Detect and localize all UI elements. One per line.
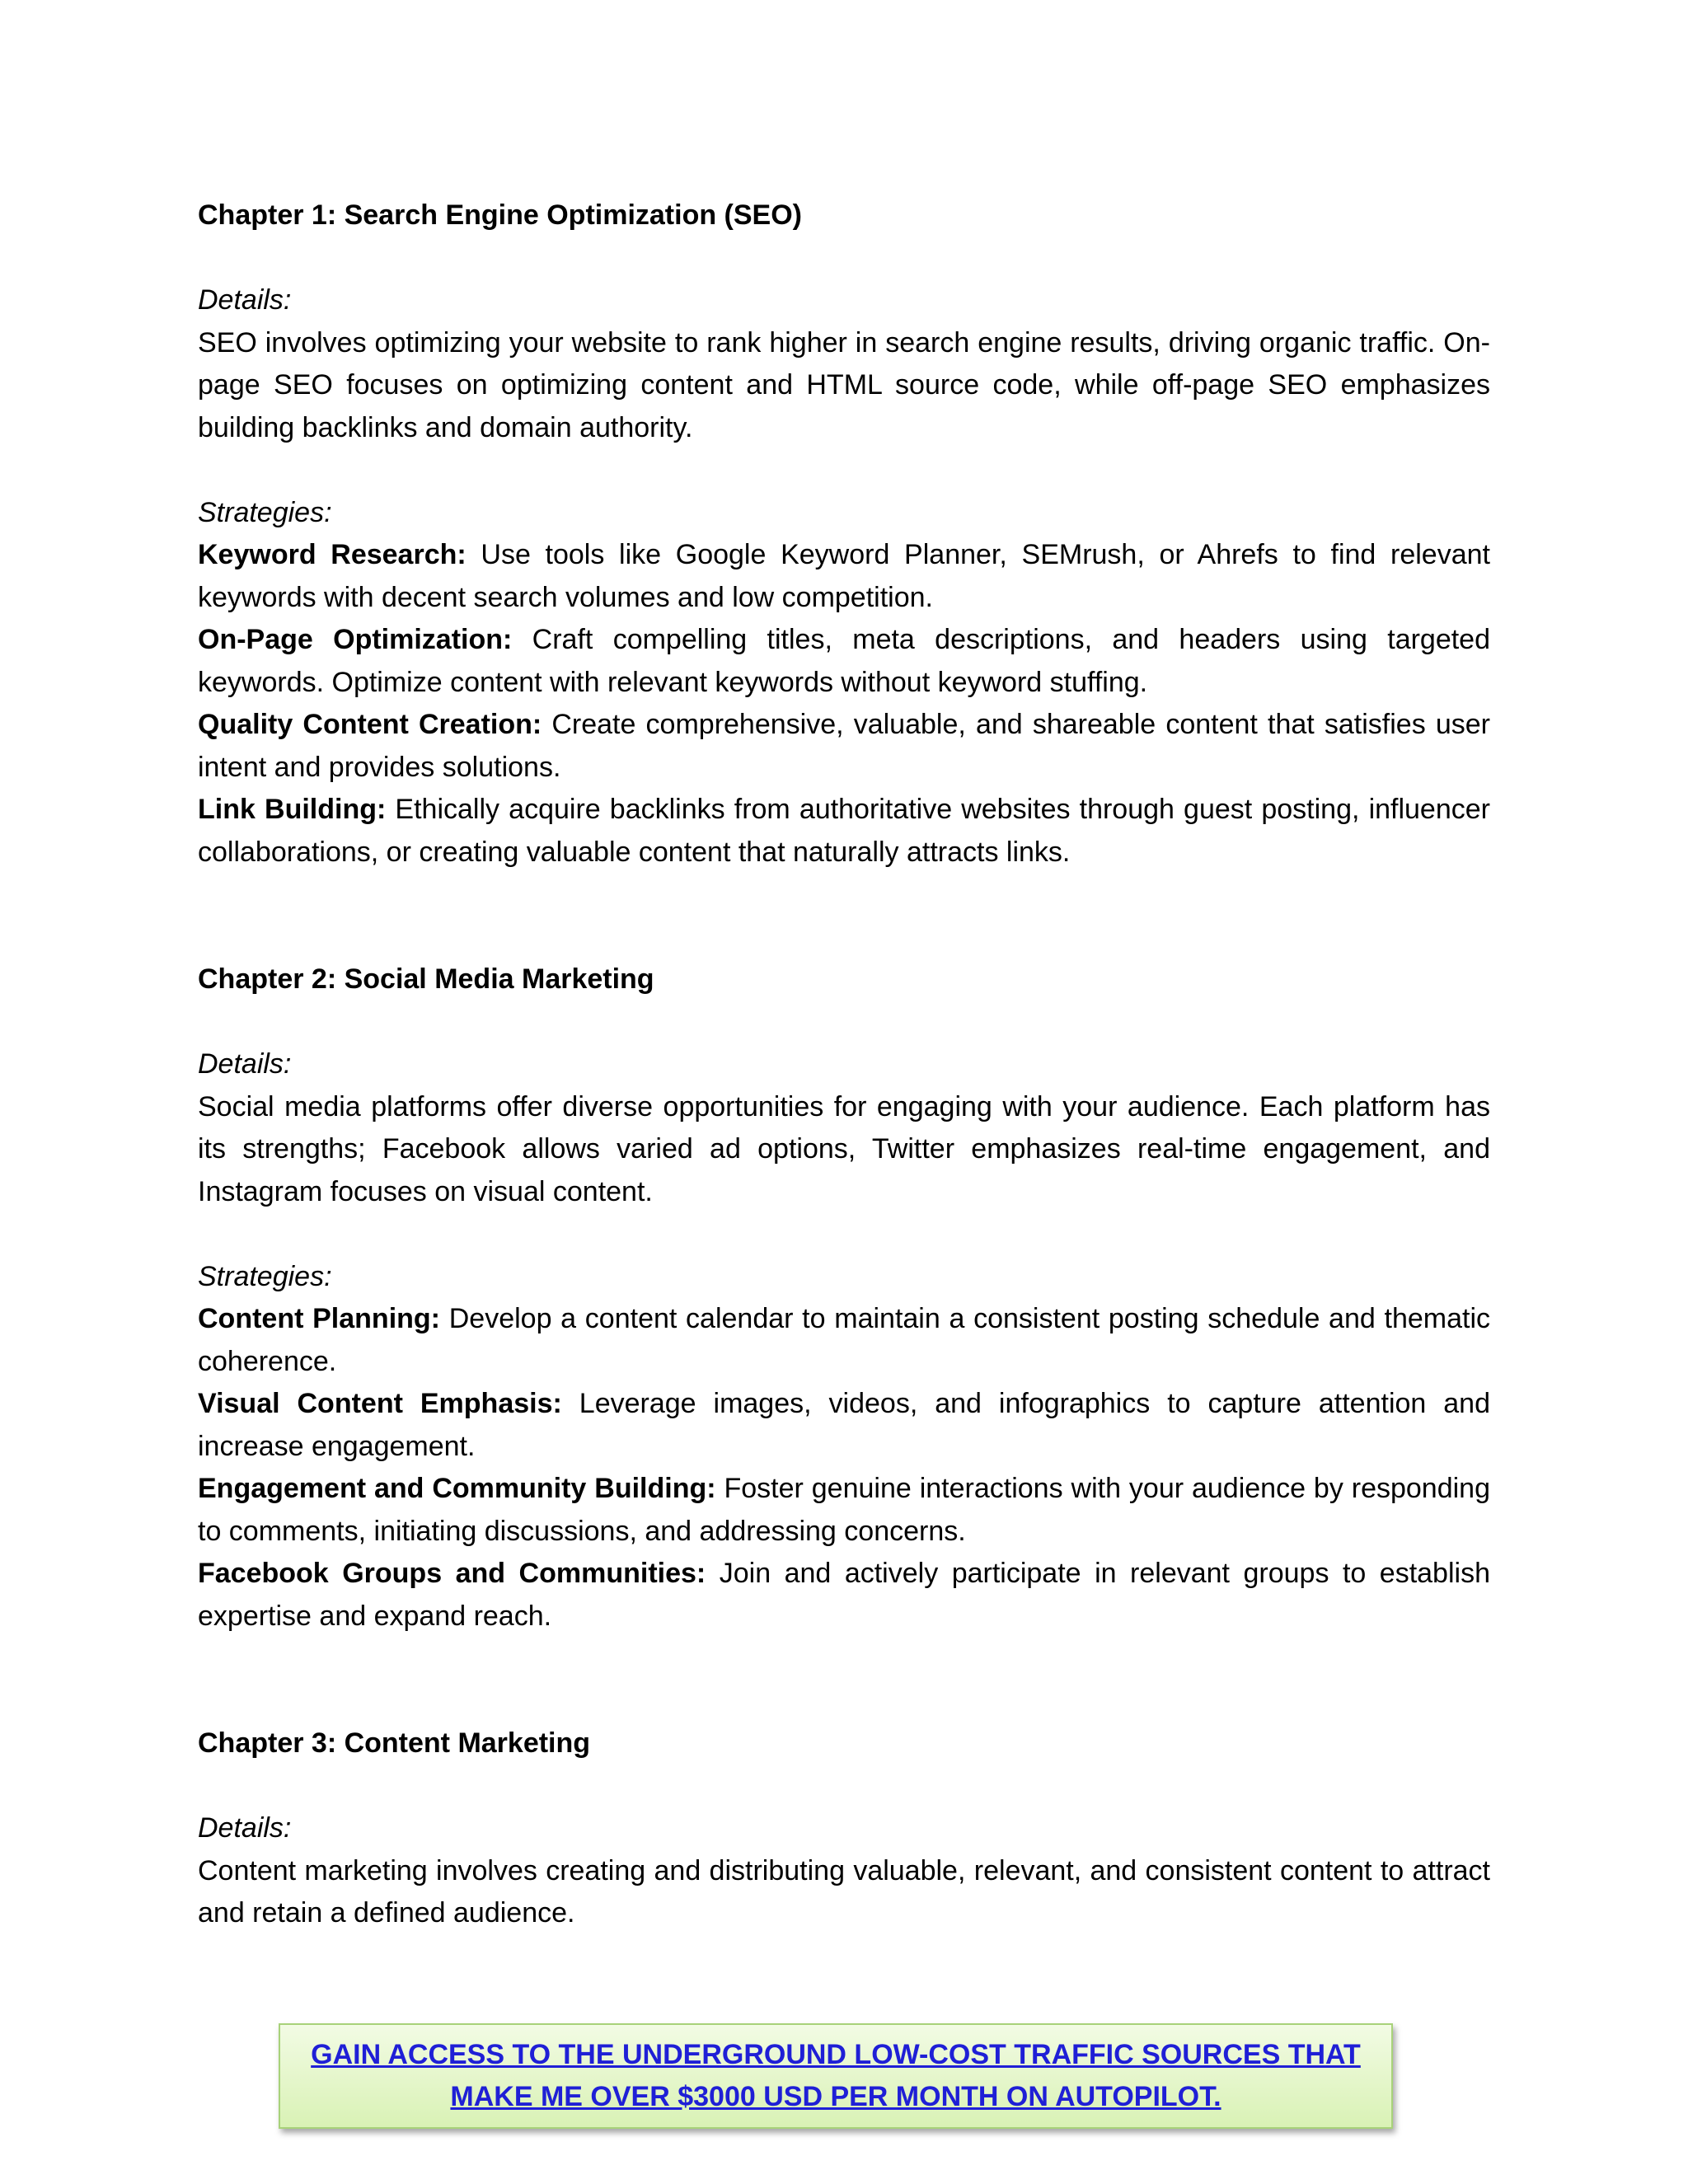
strategy-term: Visual Content Emphasis: — [198, 1388, 562, 1419]
strategy-text: Foster genuine interactions with your audience by responding to comments, initiating discussions, and addressing concerns. — [198, 1473, 1490, 1547]
strategy-text: Leverage images, videos, and infographics to capture attention and increase engagement. — [198, 1388, 1490, 1462]
chapter-3 — [198, 1722, 1490, 1935]
strategy-text: Craft compelling titles, meta descriptions, and headers using targeted keywords. Optimize content with relevant keywords without keyword stuffing. — [198, 624, 1491, 698]
strategy-text: Use tools like Google Keyword Planner, SEMrush, or Ahrefs to find relevant keywords with decent search volumes and low competition. — [198, 539, 1490, 613]
details-label: Details: — [198, 1048, 292, 1080]
details-label: Details: — [198, 1812, 292, 1844]
strategy-text: Ethically acquire backlinks from authoritative websites through guest posting, influencer collaborations, or creating valuable content that naturally attracts links. — [198, 794, 1490, 868]
details-paragraph: SEO involves optimizing your website to rank higher in search engine results, driving organic traffic. On-page SEO focuses on optimizing content and HTML source code, while off-page SEO emphasizes building backlinks and domain authority. — [198, 326, 1490, 443]
strategies-label: Strategies: — [198, 1260, 332, 1292]
cta-link[interactable]: GAIN ACCESS TO THE UNDERGROUND LOW-COST TRAFFIC SOURCES THAT MAKE ME OVER $3000 USD PER MONTH ON AUTOPILOT. — [311, 2039, 1361, 2112]
chapter-title: Chapter 1: Search Engine Optimization (SEO) — [198, 199, 802, 231]
strategy-item — [198, 534, 1490, 619]
strategy-text: Create comprehensive, valuable, and shareable content that satisfies user intent and provides solutions. — [198, 709, 1490, 783]
chapter-title: Chapter 3: Content Marketing — [198, 1727, 591, 1759]
strategy-item — [198, 1553, 1490, 1638]
strategy-item — [198, 619, 1490, 704]
strategy-item — [198, 704, 1490, 789]
strategy-item — [198, 1298, 1490, 1383]
details-paragraph: Content marketing involves creating and distributing valuable, relevant, and consistent content to attract and retain a defined audience. — [198, 1854, 1490, 1929]
details-label: Details: — [198, 284, 292, 316]
strategies-label: Strategies: — [198, 496, 332, 528]
strategy-term: Link Building: — [198, 794, 387, 825]
strategy-term: Content Planning: — [198, 1303, 441, 1334]
details-paragraph: Social media platforms offer diverse opportunities for engaging with your audience. Each platform has its strengths; Facebook allows varied ad options, Twitter emphasizes real-time engagement, and Instagram focuses on visual content. — [198, 1090, 1490, 1207]
strategy-term: Keyword Research: — [198, 539, 467, 570]
strategy-term: Engagement and Community Building: — [198, 1473, 716, 1504]
chapter-2 — [198, 958, 1490, 1638]
strategy-text: Develop a content calendar to maintain a consistent posting schedule and thematic coherence. — [198, 1303, 1490, 1377]
strategy-item — [198, 1468, 1490, 1553]
document-body — [198, 194, 1490, 1935]
strategy-term: On-Page Optimization: — [198, 624, 513, 655]
strategy-item — [198, 1383, 1490, 1468]
chapter-title: Chapter 2: Social Media Marketing — [198, 963, 654, 995]
cta-banner — [279, 2023, 1393, 2129]
chapter-1 — [198, 194, 1490, 874]
strategy-text: Join and actively participate in relevant groups to establish expertise and expand reach. — [198, 1558, 1490, 1632]
strategy-item — [198, 789, 1490, 874]
strategy-term: Quality Content Creation: — [198, 709, 542, 740]
strategy-term: Facebook Groups and Communities: — [198, 1558, 706, 1589]
